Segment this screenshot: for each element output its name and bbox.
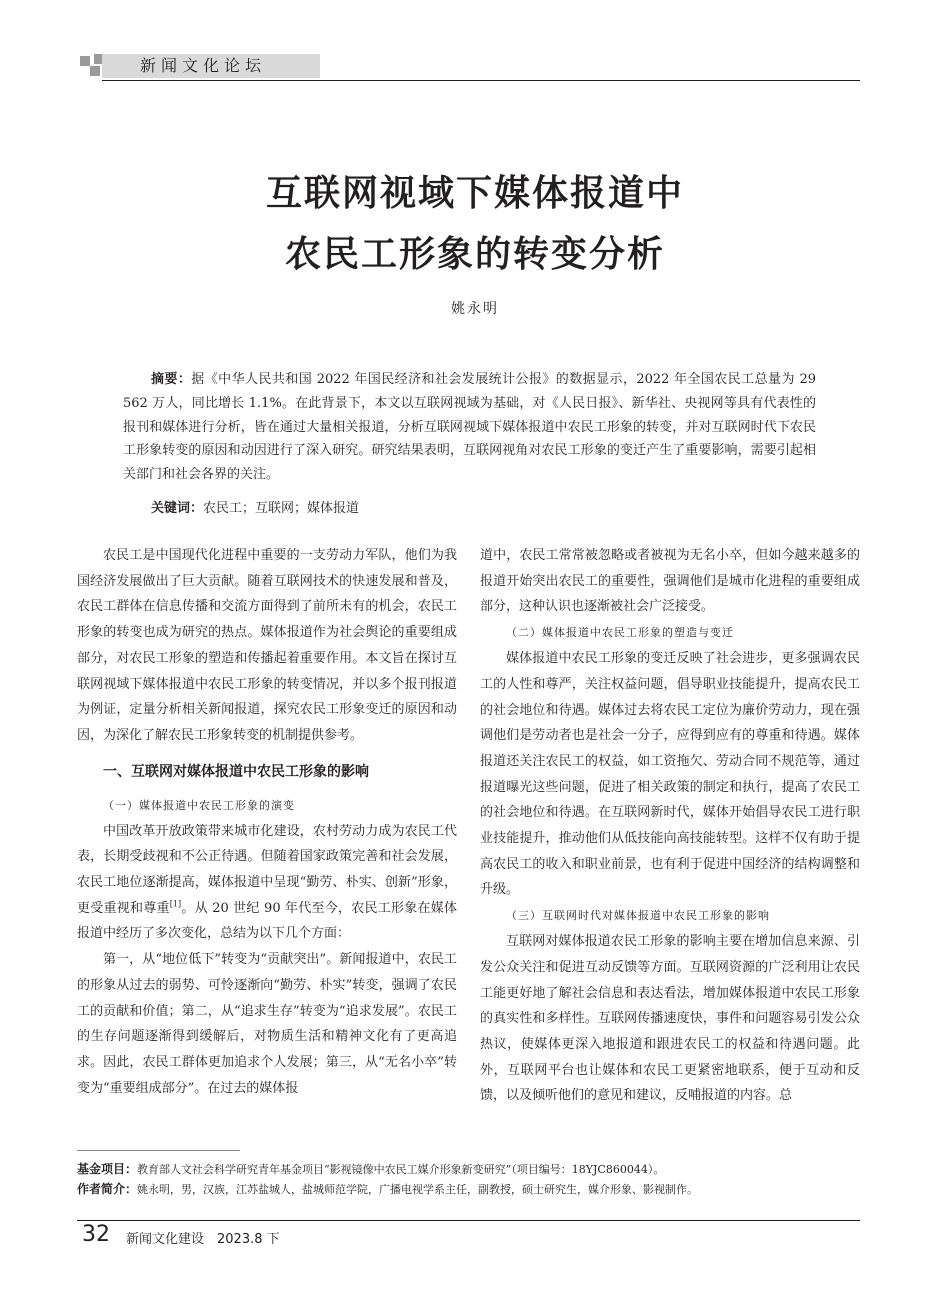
author-bio — [77, 1180, 867, 1199]
footnote-rule — [77, 1150, 240, 1151]
fund-text: 教育部人文社会科学研究青年基金项目“影视镜像中农民工媒介形象新变研究”（项目编号：18YJC860044）。 — [137, 1163, 665, 1176]
footer-rule — [77, 1220, 860, 1221]
paragraph-1 — [77, 819, 457, 948]
paragraph-1-b: 。从 20 世纪 90 年代至今，农民工形象在媒体报道中经历了多次变化，总结为以下几个方面： — [77, 900, 457, 942]
left-column — [77, 543, 457, 1101]
abstract-label: 摘要： — [151, 372, 192, 387]
subsection-heading-1: （一）媒体报道中农民工形象的演变 — [103, 798, 295, 812]
paragraph-1-a: 中国改革开放政策带来城市化建设，农村劳动力成为农民工代表，长期受歧视和不公正待遇。但随着国家政策完善和社会发展，农民工地位逐渐提高，媒体报道中呈现“勤劳、朴实、创新”形象，更受重视和尊重 — [77, 823, 457, 916]
paragraph-2: 第一，从“地位低下”转变为“贡献突出”。新闻报道中，农民工的形象从过去的弱势、可怜逐渐向“勤劳、朴实”转变，强调了农民工的贡献和价值；第二，从“追求生存”转变为“追求发展”。农民工的生存问题逐渐得到缓解后，对物质生活和精神文化有了更高追求。因此，农民工群体更加追求个人发展；第三，从“无名小卒”转变为“重要组成部分”。在过去的媒体报 — [77, 952, 457, 1096]
subsection-heading-3: （三）互联网时代对媒体报道中农民工形象的影响 — [506, 909, 770, 923]
fund-label: 基金项目： — [77, 1162, 138, 1176]
right-column — [480, 543, 860, 1109]
citation-ref: [1] — [169, 899, 182, 909]
article-title-line1: 互联网视域下媒体报道中 — [265, 173, 684, 214]
fund-note — [77, 1160, 867, 1179]
page-number: 32 — [82, 1222, 110, 1247]
paragraph-3: 媒体报道中农民工形象的变迁反映了社会进步，更多强调农民工的人性和尊严，关注权益问题，倡导职业技能提升，提高农民工的社会地位和待遇。媒体过去将农民工定位为廉价劳动力，现在强调他们是劳动者也是社会一分子，应得到应有的尊重和待遇。媒体报道还关注农民工的权益，如工资拖欠、劳动合同不规范等，通过报道曝光这些问题，促进了相关政策的制定和执行，提高了农民工的社会地位和待遇。在互联网新时代，媒体开始倡导农民工进行职业技能提升，推动他们从低技能向高技能转型。这样不仅有助于提高农民工的收入和职业前景，也有利于促进中国经济的结构调整和升级。 — [480, 651, 860, 898]
section-heading-1: 一、互联网对媒体报道中农民工形象的影响 — [103, 763, 369, 780]
paragraph-4: 互联网对媒体报道农民工形象的影响主要在增加信息来源、引发公众关注和促进互动反馈等方面。互联网资源的广泛利用让农民工能更好地了解社会信息和表达看法，增加媒体报道中农民工形象的真实性和多样性。互联网传播速度快，事件和问题容易引发公众热议，使媒体更深入地报道和跟进农民工的权益和待遇问题。此外，互联网平台也让媒体和农民工更紧密地联系，便于互动和反馈，以及倾听他们的意见和建议，反哺报道的内容。总 — [480, 934, 860, 1104]
magazine-issue: 新闻文化建设 2023.8 下 — [126, 1232, 280, 1247]
section-title: 新闻文化论坛 — [140, 56, 267, 75]
header-rule — [102, 80, 860, 81]
keywords-label: 关键词： — [151, 501, 204, 516]
author-name: 姚永明 — [451, 301, 499, 317]
intro-paragraph: 农民工是中国现代化进程中重要的一支劳动力军队，他们为我国经济发展做出了巨大贡献。随着互联网技术的快速发展和普及，农民工群体在信息传播和交流方面得到了前所未有的机会，农民工形象的转变也成为研究的热点。媒体报道作为社会舆论的重要组成部分，对农民工形象的塑造和传播起着重要作用。本文旨在探讨互联网视域下媒体报道中农民工形象的转变情况，并以多个报刊报道为例证，定量分析相关新闻报道，探究农民工形象变迁的原因和动因，为深化了解农民工形象转变的机制提供参考。 — [77, 548, 457, 743]
article-title-line2: 农民工形象的转变分析 — [284, 234, 665, 275]
keywords — [151, 498, 359, 520]
author-bio-label: 作者简介： — [77, 1182, 138, 1196]
abstract — [123, 368, 816, 487]
paragraph-continued: 道中，农民工常常被忽略或者被视为无名小卒，但如今越来越多的报道开始突出农民工的重要性，强调他们是城市化进程的重要组成部分，这种认识也逐渐被社会广泛接受。 — [480, 548, 860, 615]
subsection-heading-2: （二）媒体报道中农民工形象的塑造与变迁 — [506, 626, 734, 640]
author-bio-text: 姚永明，男，汉族，江苏盐城人，盐城师范学院，广播电视学系主任，副教授，硕士研究生，媒介形象、影视制作。 — [137, 1183, 699, 1196]
keywords-text: 农民工；互联网；媒体报道 — [203, 501, 360, 516]
abstract-text: 据《中华人民共和国 2022 年国民经济和社会发展统计公报》的数据显示，2022 年全国农民工总量为 29 562 万人，同比增长 1.1%。在此背景下，本文以互联网视域为基础，对《人民日报》、新华社、央视网等具有代表性的报刊和媒体进行分析，皆在通过大量相关报道，分析互联网视域下媒体报道中农民工形象的转变，并对互联网时代下农民工形象转变的原因和动因进行了深入研究。研究结果表明，互联网视角对农民工形象的变迁产生了重要影响，需要引起相关部门和社会各界的关注。 — [123, 372, 816, 483]
